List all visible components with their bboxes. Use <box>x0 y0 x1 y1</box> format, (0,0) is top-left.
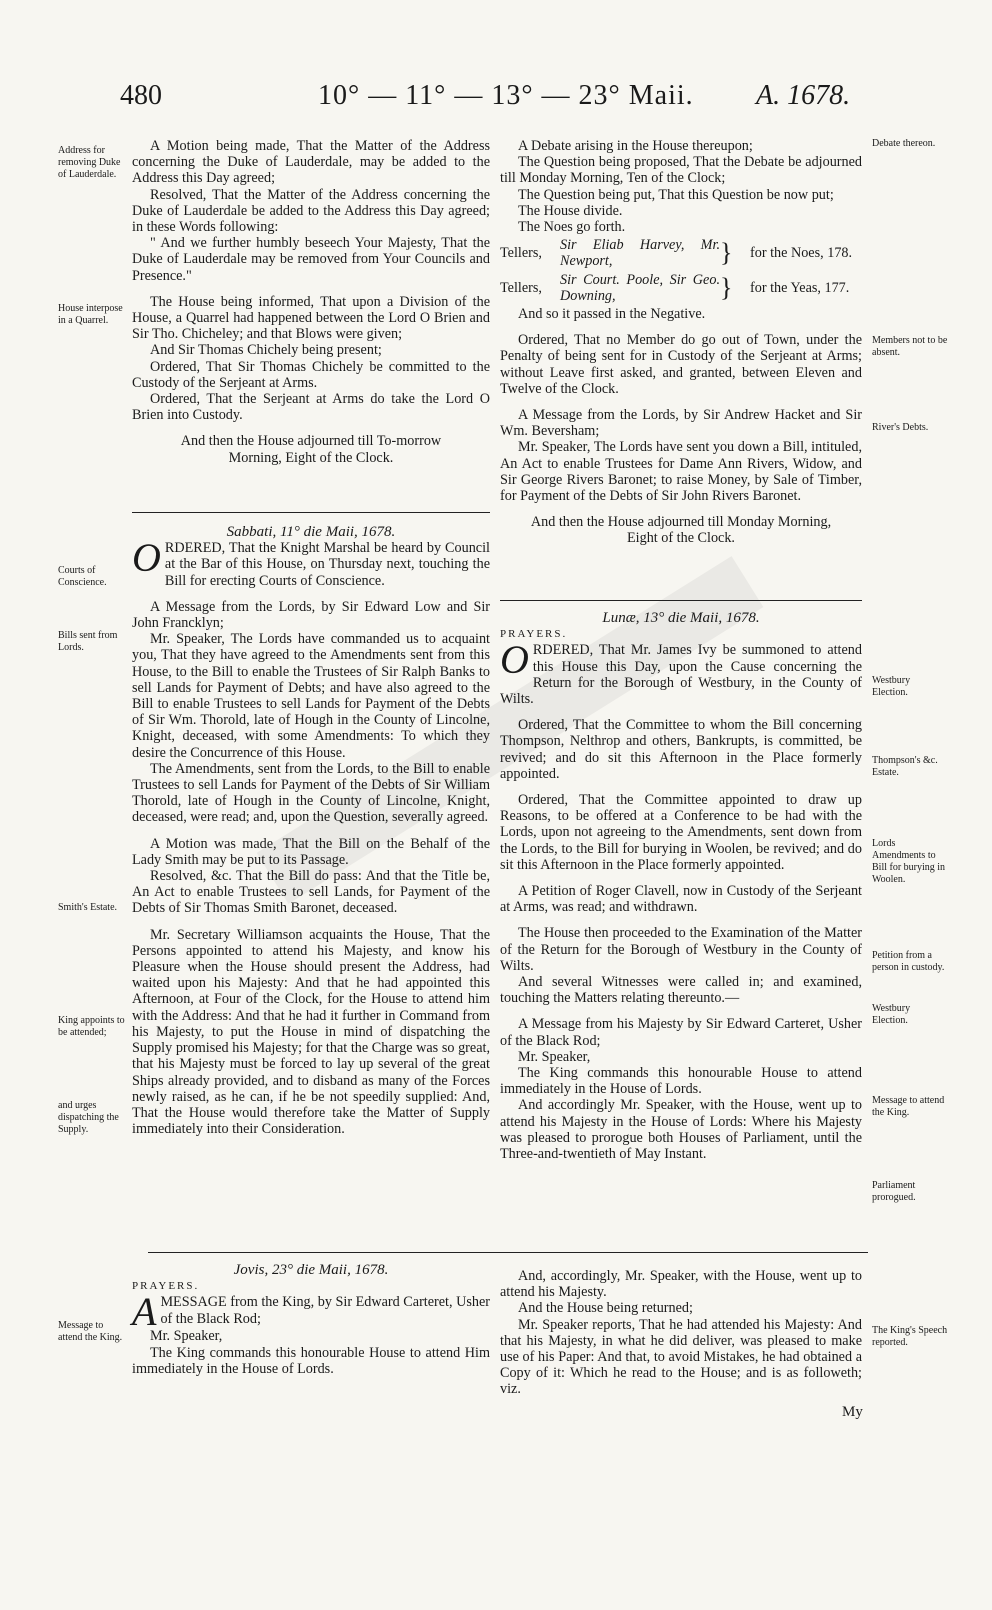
margin-note: Bills sent from Lords. <box>58 630 118 653</box>
paragraph: " And we further humbly beseech Your Majesty, That the Duke of Lauderdale may be removed from Your Councils and Presence." <box>132 235 490 284</box>
day-heading: Lunæ, 13° die Maii, 1678. <box>602 610 760 626</box>
tellers-result: for the Yeas, 177. <box>750 279 850 296</box>
paragraph: The Amendments, sent from the Lords, to the Bill to enable Trustees to sell Lands for Payment of the Debts of Sir William Thorold, late of Hough in the County of Lincolne, Knight, deceased, were read; and, upon the Question, severally agreed. <box>132 760 490 826</box>
adjournment: And then the House adjourned till Monday Morning, Eight of the Clock. <box>530 514 832 547</box>
drop-cap: O <box>132 535 161 581</box>
tellers-yeas <box>500 272 862 304</box>
paragraph: And several Witnesses were called in; and examined, touching the Matters relating thereunto.— <box>500 974 862 1007</box>
margin-note: and urges dispatching the Supply. <box>58 1100 119 1135</box>
catchword: My <box>842 1404 863 1420</box>
prayers-label: PRAYERS. <box>500 628 568 641</box>
tellers-label: Tellers, <box>500 245 542 262</box>
page-number: 480 <box>120 80 162 111</box>
tellers-names: Sir Court. Poole, Sir Geo. Downing, <box>560 271 720 304</box>
brace-icon: } <box>720 238 733 268</box>
paragraph: MESSAGE from the King, by Sir Edward Carteret, Usher of the Black Rod; <box>160 1294 490 1327</box>
tellers-noes <box>500 237 862 269</box>
day-heading: Sabbati, 11° die Maii, 1678. <box>226 524 396 540</box>
paragraph: A Motion was made, That the Bill on the Behalf of the Lady Smith may be put to its Passage. <box>132 835 490 868</box>
margin-note: Courts of Conscience. <box>58 565 107 588</box>
paragraph: The House divide. <box>518 202 623 219</box>
margin-note: Petition from a person in custody. <box>872 950 945 973</box>
paragraph: Ordered, That no Member do go out of Town, under the Penalty of being sent for in Custody of the Serjeant at Arms; without Leave first asked, and granted, between Eleven and Twelve of the Clock. <box>500 332 862 397</box>
paragraph: The Question being put, That this Question be now put; <box>518 186 834 203</box>
paragraph: The Question being proposed, That the Debate be adjourned till Monday Morning, Ten of the Clock; <box>500 154 862 187</box>
margin-note: House interpose in a Quarrel. <box>58 303 123 326</box>
paragraph: And Sir Thomas Chichely being present; <box>150 342 382 359</box>
margin-note: Thompson's &c. Estate. <box>872 755 938 778</box>
paragraph: Ordered, That the Committee to whom the Bill concerning Thompson, Nelthrop and others, Bankrupts, is committed, be revived; and do sit this Afternoon in the Place formerly appointed. <box>500 717 862 782</box>
page-header <box>0 80 992 120</box>
left-column-middle <box>132 524 490 1137</box>
left-column-lower <box>132 1262 490 1377</box>
paragraph: Mr. Secretary Williamson acquaints the House, That the Persons appointed to attend his Majesty, and know his Pleasure when the House should present the Address, had waited upon his Majesty: And that he had appointed this Afternoon, at Four of the Clock, for the House to attend him with the Address: And that he had it further in Command from his Majesty, to put the House in mind of dispatching the Supply promised his Majesty; for that the Charge was so great, that his Majesty must be forced to lay up several of the great Ships already provided, and to disband as many of the Forces newly raised, as he can, if he be not speedily supplied: And, That the House would therefore take the Matter of Supply immediately into their Consideration. <box>132 926 490 1138</box>
paragraph: A Message from the Lords, by Sir Edward Low and Sir John Francklyn; <box>132 598 490 632</box>
paragraph: The Noes go forth. <box>518 219 626 236</box>
section-rule <box>500 600 862 601</box>
margin-note: Westbury Election. <box>872 1003 911 1026</box>
margin-note: Parliament prorogued. <box>872 1180 916 1203</box>
paragraph: Ordered, That the Serjeant at Arms do take the Lord O Brien into Custody. <box>132 391 490 424</box>
margin-note: Address for removing Duke of Lauderdale. <box>58 145 121 180</box>
right-column-upper <box>500 138 862 547</box>
paragraph: Mr. Speaker, <box>150 1328 223 1345</box>
right-column-lower <box>500 1268 862 1398</box>
tellers-names: Sir Eliab Harvey, Mr. Newport, <box>560 237 720 270</box>
tellers-label: Tellers, <box>500 279 542 296</box>
paragraph: Ordered, That Sir Thomas Chichely be committed to the Custody of the Serjeant at Arms. <box>132 358 490 391</box>
paragraph: And accordingly Mr. Speaker, with the House, went up to attend his Majesty in the House of Lords: Where his Majesty was pleased to prorogue both Houses of Parliament, until the Three-and-twentieth of May Instant. <box>500 1097 862 1163</box>
paragraph: Mr. Speaker, The Lords have sent you down a Bill, intituled, An Act to enable Trustees for Dame Ann Rivers, Widow, and Sir George Rivers Baronet; to raise Money, by Sale of Timber, for Payment of the Debts of Sir John Rivers Baronet. <box>500 439 862 505</box>
paragraph: Resolved, That the Matter of the Address concerning the Duke of Lauderdale be added to the Address this Day agreed; in these Words following: <box>132 186 490 236</box>
section-rule <box>132 512 490 513</box>
paragraph: RDERED, That Mr. James Ivy be summoned to attend this House this Day, upon the Cause concerning the Return for the Borough of Westbury, in the County of Wilts. <box>500 642 862 708</box>
paragraph: Resolved, &c. That the Bill do pass: And that the Title be, An Act to enable Trustees to sell Lands, for Payment of the Debts of Sir Thomas Smith Baronet, deceased. <box>132 868 490 917</box>
paragraph: A Message from the Lords, by Sir Andrew Hacket and Sir Wm. Beversham; <box>500 407 862 440</box>
left-column-upper <box>132 138 490 466</box>
paragraph: The King commands this honourable House to attend Him immediately in the House of Lords. <box>132 1344 490 1377</box>
paragraph: And so it passed in the Negative. <box>518 306 706 323</box>
paragraph: A Motion being made, That the Matter of the Address concerning the Duke of Lauderdale, may be added to the Address this Day agreed; <box>132 138 490 187</box>
header-year: A. 1678. <box>756 80 851 111</box>
paragraph: A Petition of Roger Clavell, now in Custody of the Serjeant at Arms, was read; and withdrawn. <box>500 883 862 916</box>
paragraph: RDERED, That the Knight Marshal be heard by Council at the Bar of this House, on Thursday next, touching the Bill for erecting Courts of Conscience. <box>164 540 490 589</box>
drop-cap: O <box>500 637 529 683</box>
adjournment: And then the House adjourned till To-morrow Morning, Eight of the Clock. <box>180 433 442 466</box>
paragraph: Mr. Speaker, <box>518 1048 591 1065</box>
margin-note: River's Debts. <box>872 422 929 433</box>
paragraph: Ordered, That the Committee appointed to draw up Reasons, to be offered at a Conference to be had with the Lords, upon not agreeing to the Amendments, sent down from the Lords, to the Bill for burying in Woolen, be revived; and do sit this Afternoon in the Place formerly appointed. <box>500 792 862 873</box>
margin-note: Smith's Estate. <box>58 902 118 913</box>
paragraph: Mr. Speaker reports, That he had attended his Majesty: And that his Majesty, in what he did deliver, was pleased to make use of his Paper: And that, to avoid Mistakes, he had obtained a Copy of it: Which he read to the House; and is as followeth; viz. <box>500 1316 862 1398</box>
margin-note: King appoints to be attended; <box>58 1015 125 1038</box>
paragraph: A Message from his Majesty by Sir Edward Carteret, Usher of the Black Rod; <box>500 1016 862 1049</box>
prayers-label: PRAYERS. <box>132 1280 200 1293</box>
drop-cap: A <box>132 1289 157 1335</box>
paragraph: The King commands this honourable House to attend immediately in the House of Lords. <box>500 1065 862 1098</box>
margin-note: Message to attend the King. <box>872 1095 945 1118</box>
margin-note: Debate thereon. <box>872 138 936 149</box>
day-heading: Jovis, 23° die Maii, 1678. <box>233 1262 389 1278</box>
header-dates: 10° — 11° — 13° — 23° Maii. <box>318 80 694 111</box>
margin-note: Message to attend the King. <box>58 1320 123 1343</box>
margin-note: Westbury Election. <box>872 675 911 698</box>
section-rule <box>148 1252 868 1253</box>
right-column-middle <box>500 610 862 1162</box>
paragraph: The House then proceeded to the Examination of the Matter of the Return for the Borough of Westbury in the County of Wilts. <box>500 925 862 974</box>
paragraph: The House being informed, That upon a Division of the House, a Quarrel had happened between the Lord O Brien and Sir Tho. Chicheley; and that Blows were given; <box>132 293 490 343</box>
paragraph: And the House being returned; <box>518 1300 693 1317</box>
margin-note: Members not to be absent. <box>872 335 948 358</box>
tellers-result: for the Noes, 178. <box>750 245 853 262</box>
paragraph: And, accordingly, Mr. Speaker, with the House, went up to attend his Majesty. <box>500 1268 862 1301</box>
brace-icon: } <box>720 272 733 302</box>
margin-note: Lords Amendments to Bill for burying in Woolen. <box>872 838 946 885</box>
margin-note: The King's Speech reported. <box>872 1325 948 1348</box>
paragraph: Mr. Speaker, The Lords have commanded us to acquaint you, That they have agreed to the Amendments sent from this House, to the Bill to enable the Trustees of Sir Ralph Banks to sell Lands for Payment of Debts; and have also agreed to the Bill to enable Trustees to sell Lands for Payment of the Debts of Sir Wm. Thorold, late of Hough in the County of Lincolne, Knight, deceased, with some Amendments: To which they desire the Concurrence of this House. <box>132 631 490 761</box>
paragraph: A Debate arising in the House thereupon; <box>518 138 753 154</box>
